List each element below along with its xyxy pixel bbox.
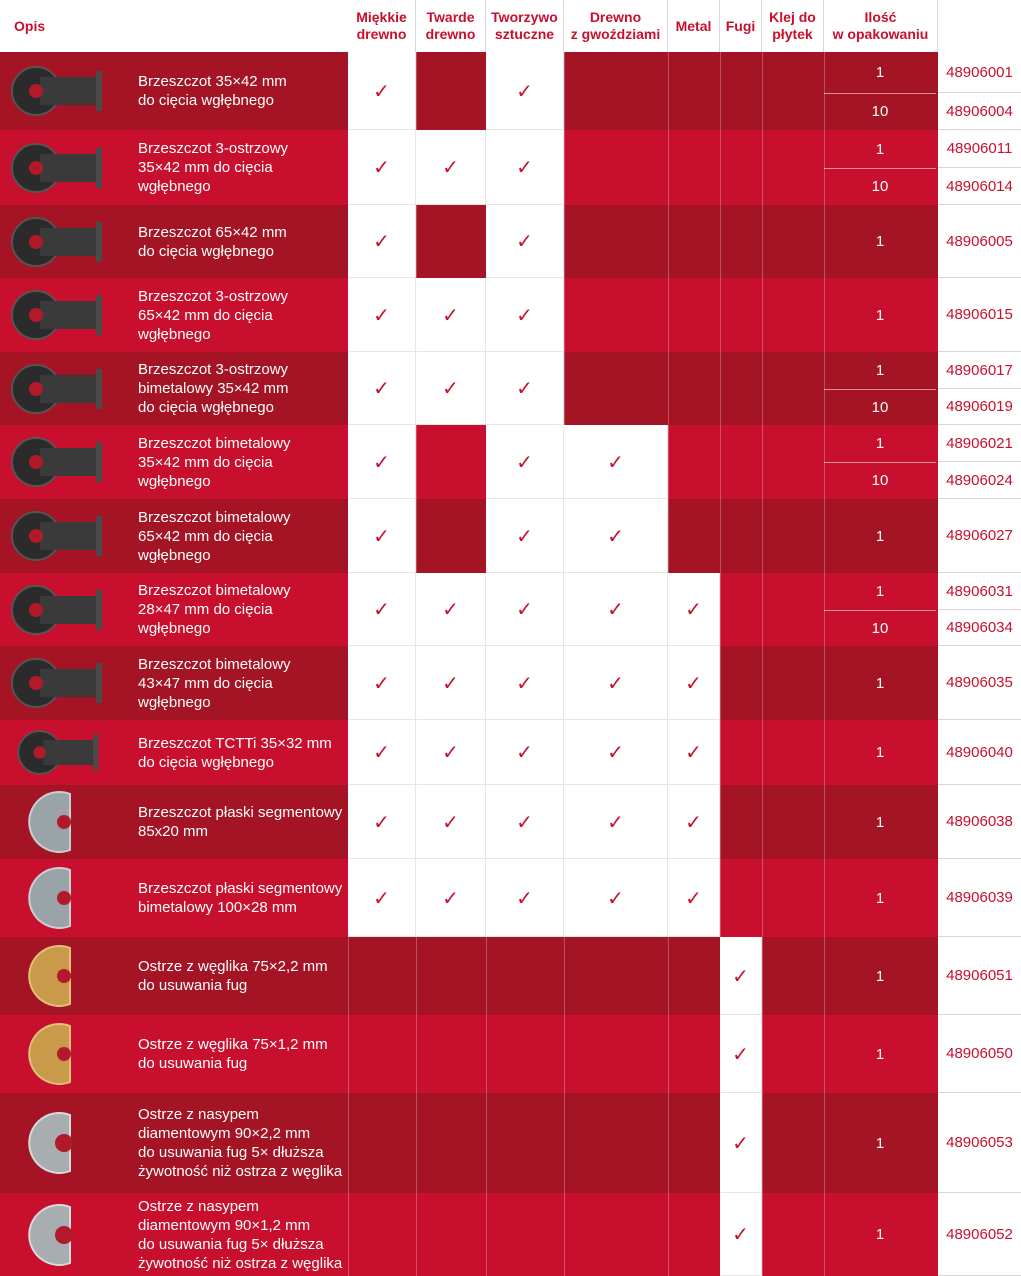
product-code: 48906021: [938, 425, 1021, 462]
compat-cell: [348, 720, 416, 785]
check-icon: ✓: [373, 740, 390, 764]
row-description: Brzeszczot płaski segmentowy bimetalowy 100×28 mm: [138, 880, 343, 916]
row-description: Brzeszczot bimetalowy 65×42 mm do cięcia wgłębnego: [138, 508, 291, 564]
compat-cell: [564, 499, 668, 573]
check-icon: ✓: [607, 670, 624, 695]
check-icon: ✓: [516, 670, 533, 695]
compat-cell: [564, 646, 668, 720]
divider: [486, 52, 487, 1276]
header-tworzywo: Tworzywo sztuczne: [486, 0, 564, 52]
check-icon: ✓: [516, 449, 533, 474]
product-code: 48906039: [938, 859, 1021, 937]
divider: [824, 93, 936, 94]
divider: [668, 52, 669, 1276]
compat-cell: [348, 205, 416, 278]
row-description: Brzeszczot 3-ostrzowy 65×42 mm do cięcia wgłębnego: [138, 287, 289, 343]
row-description: Brzeszczot TCTTi 35×32 mm do cięcia wgłębnego: [138, 734, 332, 771]
compat-cell: [668, 720, 720, 785]
compat-cell: [416, 646, 486, 720]
check-icon: ✓: [442, 809, 459, 834]
check-icon: ✓: [685, 670, 702, 695]
pack-quantity: 1: [875, 744, 885, 761]
check-icon: ✓: [373, 302, 390, 327]
pack-quantity: 1: [875, 435, 885, 452]
check-icon: ✓: [442, 597, 459, 621]
row-description: Brzeszczot 3-ostrzowy 35×42 mm do cięcia wgłębnego: [138, 140, 289, 195]
divider: [564, 52, 565, 1276]
compat-cell: [486, 720, 564, 785]
pack-quantity: 1: [875, 362, 885, 379]
compat-cell: [486, 352, 564, 425]
check-icon: ✓: [516, 78, 533, 103]
compat-cell: [416, 278, 486, 352]
divider: [824, 610, 936, 611]
check-icon: ✓: [373, 670, 390, 695]
divider: [824, 389, 936, 390]
compat-cell: [348, 352, 416, 425]
compat-cell: [348, 573, 416, 646]
row-description: Brzeszczot płaski segmentowy 85x20 mm: [138, 804, 343, 840]
check-icon: ✓: [516, 302, 533, 327]
divider: [824, 462, 936, 463]
compat-cell: [668, 859, 720, 937]
header-opis: Opis: [14, 17, 46, 34]
row-description: Ostrze z nasypem diamentowym 90×1,2 mm do usuwania fug 5× dłuższa żywotność niż ostrza z węglika: [138, 1197, 343, 1272]
compat-cell: [720, 1093, 762, 1193]
compat-cell: [486, 278, 564, 352]
pack-quantity: 1: [875, 1045, 885, 1063]
pack-quantity: 1: [875, 583, 885, 600]
check-icon: ✓: [442, 740, 459, 764]
check-icon: ✓: [685, 740, 702, 764]
product-code: 48906031: [938, 573, 1021, 610]
compat-cell: [720, 1015, 762, 1093]
compat-cell: [668, 646, 720, 720]
compat-cell: [348, 52, 416, 130]
compat-cell: [564, 859, 668, 937]
check-icon: ✓: [442, 670, 459, 695]
compat-cell: [348, 499, 416, 573]
check-icon: ✓: [516, 740, 533, 764]
pack-quantity: 1: [875, 813, 885, 831]
pack-quantity: 1: [875, 889, 885, 907]
product-code: 48906015: [938, 278, 1021, 352]
check-icon: ✓: [607, 523, 624, 548]
header-twarde-drewno: Twarde drewno: [416, 0, 486, 52]
check-icon: ✓: [373, 523, 390, 548]
check-icon: ✓: [516, 809, 533, 834]
pack-quantity: 1: [875, 1226, 885, 1243]
header-klej-do-plytek: Klej do płytek: [762, 0, 824, 52]
pack-quantity: 1: [875, 1134, 885, 1152]
product-code: 48906027: [938, 499, 1021, 573]
compat-cell: [348, 646, 416, 720]
check-icon: ✓: [442, 885, 459, 910]
check-icon: ✓: [516, 155, 533, 179]
product-code: 48906035: [938, 646, 1021, 720]
check-icon: ✓: [442, 302, 459, 327]
check-icon: ✓: [516, 597, 533, 621]
check-icon: ✓: [516, 523, 533, 548]
product-code: 48906014: [938, 168, 1021, 205]
row-description: Brzeszczot 35×42 mm do cięcia wgłębnego: [138, 73, 287, 109]
product-code: 48906004: [938, 93, 1021, 130]
check-icon: ✓: [373, 809, 390, 834]
compat-cell: [486, 130, 564, 205]
compat-cell: [348, 785, 416, 859]
pack-quantity: 1: [875, 64, 885, 81]
row-description: Brzeszczot bimetalowy 28×47 mm do cięcia wgłębnego: [138, 582, 291, 637]
product-code: 48906053: [938, 1093, 1021, 1193]
product-code: 48906024: [938, 462, 1021, 499]
divider: [762, 52, 763, 1276]
pack-quantity: 10: [871, 619, 889, 637]
divider: [824, 52, 825, 1276]
row-description: Brzeszczot 3-ostrzowy bimetalowy 35×42 mm do cięcia wgłębnego: [138, 361, 289, 416]
pack-quantity: 1: [875, 527, 885, 545]
compat-cell: [486, 425, 564, 499]
pack-quantity: 1: [875, 967, 885, 985]
header-fugi: Fugi: [720, 0, 762, 52]
compat-cell: [416, 720, 486, 785]
check-icon: ✓: [373, 78, 390, 103]
header-ilosc: Ilość w opakowaniu: [824, 0, 938, 52]
check-icon: ✓: [685, 597, 702, 621]
check-icon: ✓: [685, 885, 702, 910]
product-code: 48906017: [938, 352, 1021, 389]
check-icon: ✓: [607, 740, 624, 764]
row-description: Brzeszczot 65×42 mm do cięcia wgłębnego: [138, 223, 287, 260]
row-description: Ostrze z węglika 75×2,2 mm do usuwania fug: [138, 958, 328, 994]
check-icon: ✓: [442, 155, 459, 179]
check-icon: ✓: [442, 376, 459, 400]
product-code: 48906034: [938, 610, 1021, 646]
pack-quantity: 1: [875, 233, 885, 250]
product-code: 48906019: [938, 389, 1021, 425]
compat-cell: [564, 425, 668, 499]
product-code: 48906050: [938, 1015, 1021, 1093]
row-description: Brzeszczot bimetalowy 43×47 mm do cięcia wgłębnego: [138, 655, 291, 711]
divider: [720, 52, 721, 1276]
product-code: 48906052: [938, 1193, 1021, 1276]
pack-quantity: 1: [875, 674, 885, 692]
row-description: Brzeszczot bimetalowy 35×42 mm do cięcia wgłębnego: [138, 434, 291, 490]
check-icon: ✓: [373, 885, 390, 910]
compat-cell: [486, 499, 564, 573]
compat-cell: [720, 937, 762, 1015]
header-drewno-z-gwozdziami: Drewno z gwoździami: [564, 0, 668, 52]
compat-cell: [564, 573, 668, 646]
compat-cell: [348, 278, 416, 352]
product-code: 48906051: [938, 937, 1021, 1015]
divider: [824, 168, 936, 169]
divider: [348, 52, 349, 1276]
check-icon: ✓: [732, 1041, 749, 1066]
compat-cell: [416, 859, 486, 937]
compat-cell: [486, 785, 564, 859]
pack-quantity: 10: [871, 178, 889, 195]
check-icon: ✓: [516, 376, 533, 400]
compat-cell: [348, 425, 416, 499]
compat-cell: [348, 130, 416, 205]
check-icon: ✓: [732, 1130, 749, 1155]
product-code: 48906040: [938, 720, 1021, 785]
compat-cell: [564, 785, 668, 859]
check-icon: ✓: [685, 809, 702, 834]
compat-cell: [486, 573, 564, 646]
product-code: 48906005: [938, 205, 1021, 278]
check-icon: ✓: [516, 229, 533, 253]
check-icon: ✓: [373, 229, 390, 253]
pack-quantity: 10: [871, 398, 889, 416]
divider: [416, 52, 417, 1276]
check-icon: ✓: [607, 885, 624, 910]
compat-cell: [486, 646, 564, 720]
check-icon: ✓: [607, 597, 624, 621]
check-icon: ✓: [516, 885, 533, 910]
compat-cell: [564, 720, 668, 785]
compat-cell: [720, 1193, 762, 1276]
row-description: Ostrze z węglika 75×1,2 mm do usuwania fug: [138, 1036, 328, 1072]
compat-cell: [486, 52, 564, 130]
product-code: 48906038: [938, 785, 1021, 859]
compat-cell: [668, 573, 720, 646]
header-miekkie-drewno: Miękkie drewno: [348, 0, 416, 52]
check-icon: ✓: [373, 597, 390, 621]
check-icon: ✓: [373, 449, 390, 474]
header-metal: Metal: [668, 0, 720, 52]
compat-cell: [416, 130, 486, 205]
pack-quantity: 10: [871, 472, 889, 489]
product-code: 48906011: [938, 130, 1021, 168]
compat-cell: [416, 785, 486, 859]
compat-cell: [486, 205, 564, 278]
compat-cell: [416, 573, 486, 646]
row-description: Ostrze z nasypem diamentowym 90×2,2 mm do usuwania fug 5× dłuższa żywotność niż ostrza z węglika: [138, 1106, 343, 1180]
compat-cell: [348, 859, 416, 937]
pack-quantity: 10: [871, 103, 889, 120]
product-code: 48906001: [938, 52, 1021, 93]
compat-cell: [416, 352, 486, 425]
check-icon: ✓: [373, 376, 390, 400]
check-icon: ✓: [373, 155, 390, 179]
pack-quantity: 1: [875, 140, 885, 158]
check-icon: ✓: [732, 963, 749, 988]
compat-cell: [668, 785, 720, 859]
compat-cell: [486, 859, 564, 937]
pack-quantity: 1: [875, 306, 885, 324]
check-icon: ✓: [607, 809, 624, 834]
check-icon: ✓: [607, 449, 624, 474]
check-icon: ✓: [732, 1222, 749, 1246]
